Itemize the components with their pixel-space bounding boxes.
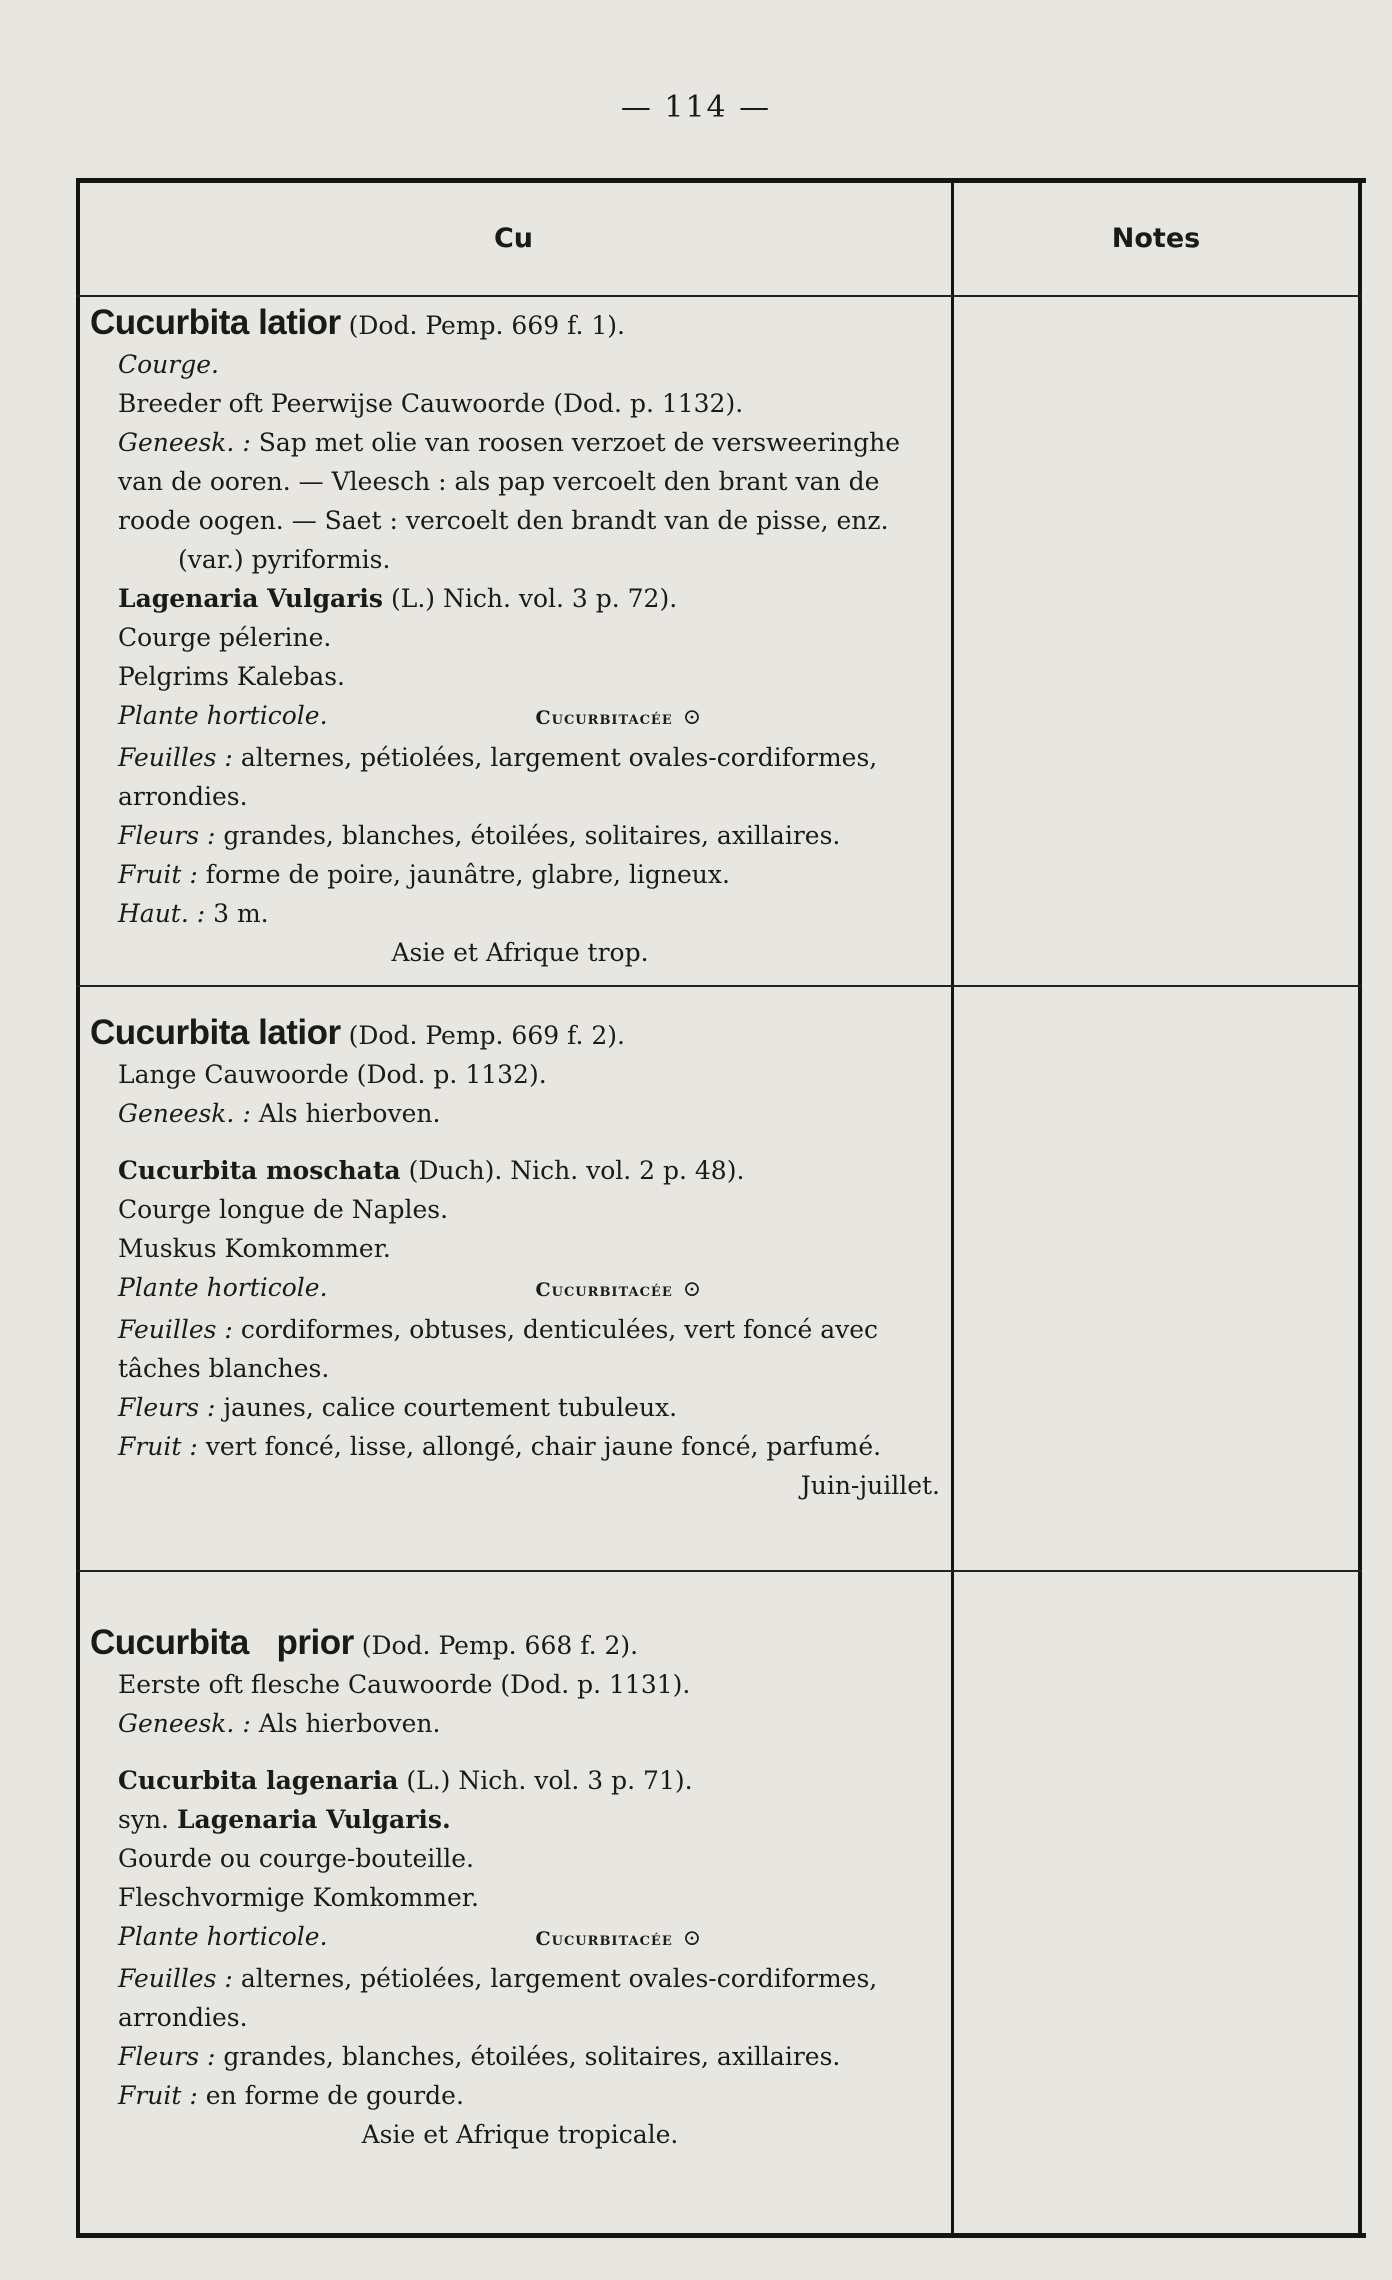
region: Asie et Afrique trop.: [391, 938, 649, 967]
common-name-nl: Lange Cauwoorde (Dod. p. 1132).: [118, 1060, 547, 1089]
medicinal-text: Als hierboven.: [258, 1099, 441, 1128]
species-title: Cucurbita latior: [90, 1013, 341, 1052]
sub-species: [90, 1761, 950, 1800]
common-name-fr: Courge.: [118, 350, 219, 379]
header-rule: [76, 295, 1362, 297]
entry-3-heading: [90, 1623, 950, 1665]
fruit-label: Fruit :: [118, 860, 198, 889]
sub-species: [90, 1151, 950, 1190]
medicinal-label: Geneesk. :: [118, 1099, 251, 1128]
medicinal-use: [90, 1094, 950, 1133]
plant-type: Plante horticole.: [118, 1273, 328, 1302]
family-name: [536, 1270, 703, 1310]
variety: (var.) pyriformis.: [178, 545, 391, 574]
flowers-description: [90, 1388, 950, 1427]
entry-1-heading: [90, 303, 950, 345]
row-rule-1: [76, 985, 1362, 987]
species-reference: (Dod. Pemp. 669 f. 1).: [348, 311, 625, 340]
column-header-notes: Notes: [1111, 223, 1201, 254]
sub-species-reference: (L.) Nich. vol. 3 p. 72).: [390, 584, 678, 613]
leaves-description: [90, 738, 950, 816]
entry-2: [90, 1013, 950, 1505]
family-name: [536, 1919, 703, 1959]
fruit-text: forme de poire, jaunâtre, glabre, ligneux.: [205, 860, 730, 889]
species-title: Cucurbita latior: [90, 303, 341, 342]
name-dutch: Pelgrims Kalebas.: [118, 662, 345, 691]
medicinal-text: Sap met olie van roosen verzoet de versweeringhe van de ooren. — Vleesch : als pap vercoelt den brant van de roode oogen. — Saet : vercoelt den brandt van de pisse, enz.: [118, 428, 901, 535]
height-label: Haut. :: [118, 899, 206, 928]
synonym-name: Lagenaria Vulgaris.: [176, 1805, 451, 1834]
plant-type-row: [90, 1268, 950, 1310]
plant-type: Plante horticole.: [118, 701, 328, 730]
leaves-label: Feuilles :: [118, 743, 233, 772]
flowers-text: jaunes, calice courtement tubuleux.: [223, 1393, 678, 1422]
leaves-text: cordiformes, obtuses, denticulées, vert foncé avec tâches blanches.: [118, 1315, 879, 1383]
fruit-description: [90, 855, 950, 894]
leaves-description: [90, 1959, 950, 2037]
name-french: Gourde ou courge-bouteille.: [118, 1844, 474, 1873]
column-header-main: Cu: [493, 223, 534, 254]
fruit-description: [90, 1427, 950, 1466]
synonym-label: syn.: [118, 1805, 170, 1834]
flowers-text: grandes, blanches, étoilées, solitaires, axillaires.: [223, 821, 841, 850]
row-rule-2: [76, 1570, 1362, 1572]
sub-species-reference: (L.) Nich. vol. 3 p. 71).: [406, 1766, 693, 1795]
common-name-nl: Eerste oft flesche Cauwoorde (Dod. p. 1131).: [118, 1670, 691, 1699]
fruit-label: Fruit :: [118, 1432, 198, 1461]
name-dutch: Fleschvormige Komkommer.: [118, 1883, 479, 1912]
fruit-label: Fruit :: [118, 2081, 198, 2110]
medicinal-label: Geneesk. :: [118, 428, 251, 457]
height-text: 3 m.: [213, 899, 269, 928]
medicinal-use: [90, 423, 950, 579]
name-french: Courge longue de Naples.: [118, 1195, 449, 1224]
page-number: — 114 —: [620, 90, 772, 125]
annual-symbol-icon: ⊙: [682, 705, 703, 730]
entry-2-heading: [90, 1013, 950, 1055]
flowers-label: Fleurs :: [118, 1393, 216, 1422]
name-french: Courge pélerine.: [118, 623, 332, 652]
fruit-description: [90, 2076, 950, 2115]
leaves-text: alternes, pétiolées, largement ovales-cordiformes, arrondies.: [118, 743, 878, 811]
family-label: Cucurbitacée: [535, 707, 673, 729]
left-rule: [76, 183, 80, 2233]
flowers-description: [90, 816, 950, 855]
flowers-label: Fleurs :: [118, 2042, 216, 2071]
entry-3: [90, 1623, 950, 2154]
plant-type-row: [90, 696, 950, 738]
leaves-text: alternes, pétiolées, largement ovales-cordiformes, arrondies.: [118, 1964, 878, 2032]
leaves-label: Feuilles :: [118, 1315, 233, 1344]
sub-species-name: Cucurbita lagenaria: [118, 1766, 399, 1795]
species-reference: (Dod. Pemp. 669 f. 2).: [348, 1021, 625, 1050]
medicinal-label: Geneesk. :: [118, 1709, 251, 1738]
region: Asie et Afrique tropicale.: [361, 2120, 679, 2149]
medicinal-text: Als hierboven.: [258, 1709, 441, 1738]
leaves-description: [90, 1310, 950, 1388]
column-divider: [951, 183, 954, 2233]
flowers-description: [90, 2037, 950, 2076]
sub-species-name: Lagenaria Vulgaris: [118, 584, 384, 613]
annual-symbol-icon: ⊙: [682, 1277, 703, 1302]
height-description: [90, 894, 950, 933]
sub-species: [90, 579, 950, 618]
flowers-text: grandes, blanches, étoilées, solitaires, axillaires.: [223, 2042, 841, 2071]
annual-symbol-icon: ⊙: [682, 1926, 703, 1951]
species-title: Cucurbita prior: [90, 1623, 354, 1662]
table-frame: [76, 178, 1366, 2238]
sub-species-reference: (Duch). Nich. vol. 2 p. 48).: [408, 1156, 745, 1185]
plant-type-row: [90, 1917, 950, 1959]
leaves-label: Feuilles :: [118, 1964, 233, 1993]
name-dutch: Muskus Komkommer.: [118, 1234, 391, 1263]
fruit-text: vert foncé, lisse, allongé, chair jaune foncé, parfumé.: [205, 1432, 882, 1461]
flowers-label: Fleurs :: [118, 821, 216, 850]
right-rule: [1358, 183, 1362, 2233]
plant-type: Plante horticole.: [118, 1922, 328, 1951]
synonym: [90, 1800, 950, 1839]
species-reference: (Dod. Pemp. 668 f. 2).: [361, 1631, 639, 1660]
fruit-text: en forme de gourde.: [205, 2081, 464, 2110]
family-label: Cucurbitacée: [535, 1928, 673, 1950]
medicinal-use: [90, 1704, 950, 1743]
family-label: Cucurbitacée: [535, 1279, 673, 1301]
common-name-nl: Breeder oft Peerwijse Cauwoorde (Dod. p. 1132).: [118, 389, 744, 418]
entry-1: [90, 303, 950, 972]
family-name: [536, 698, 703, 738]
flowering-season: Juin-juillet.: [800, 1471, 940, 1500]
sub-species-name: Cucurbita moschata: [118, 1156, 401, 1185]
